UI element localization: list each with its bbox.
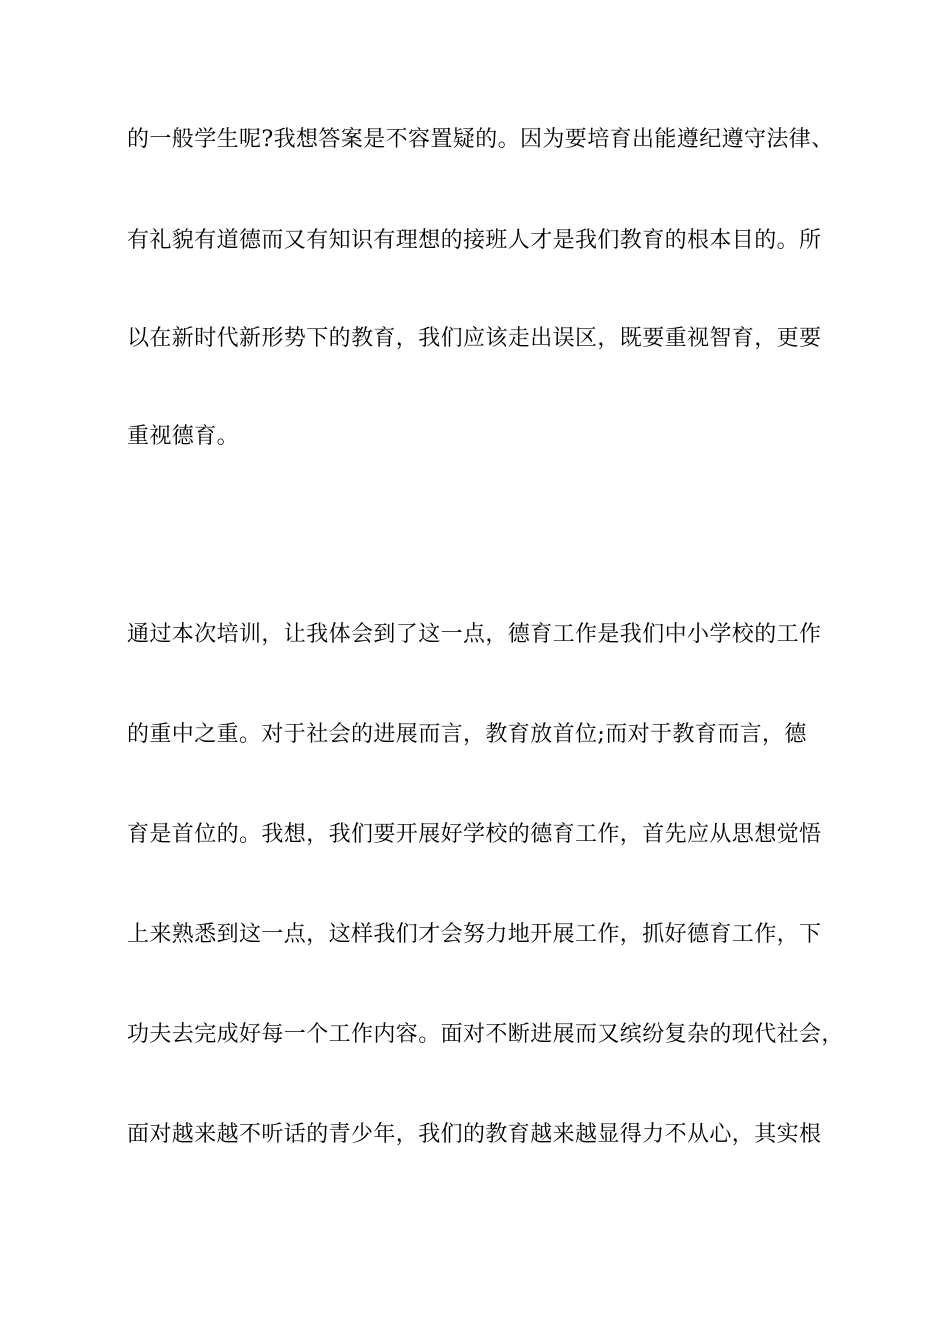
text-line: 育是首位的。我想，我们要开展好学校的德育工作，首先应从思想觉悟 <box>127 822 822 847</box>
text-line: 以在新时代新形势下的教育，我们应该走出误区，既要重视智育，更要 <box>127 326 822 351</box>
text-line: 功夫去完成好每一个工作内容。面对不断进展而又缤纷复杂的现代社会， <box>127 1022 844 1047</box>
text-line: 有礼貌有道德而又有知识有理想的接班人才是我们教育的根本目的。所 <box>127 228 822 253</box>
text-line: 通过本次培训，让我体会到了这一点，德育工作是我们中小学校的工作 <box>127 622 822 647</box>
text-line: 的重中之重。对于社会的进展而言，教育放首位;而对于教育而言，德 <box>127 722 807 747</box>
text-line: 的一般学生呢?我想答案是不容置疑的。因为要培育出能遵纪遵守法律、 <box>127 127 834 152</box>
text-line: 重视德育。 <box>127 424 240 449</box>
text-line: 面对越来越不听话的青少年，我们的教育越来越显得力不从心，其实根 <box>127 1122 822 1147</box>
text-line: 上来熟悉到这一点，这样我们才会努力地开展工作，抓好德育工作，下 <box>127 922 822 947</box>
